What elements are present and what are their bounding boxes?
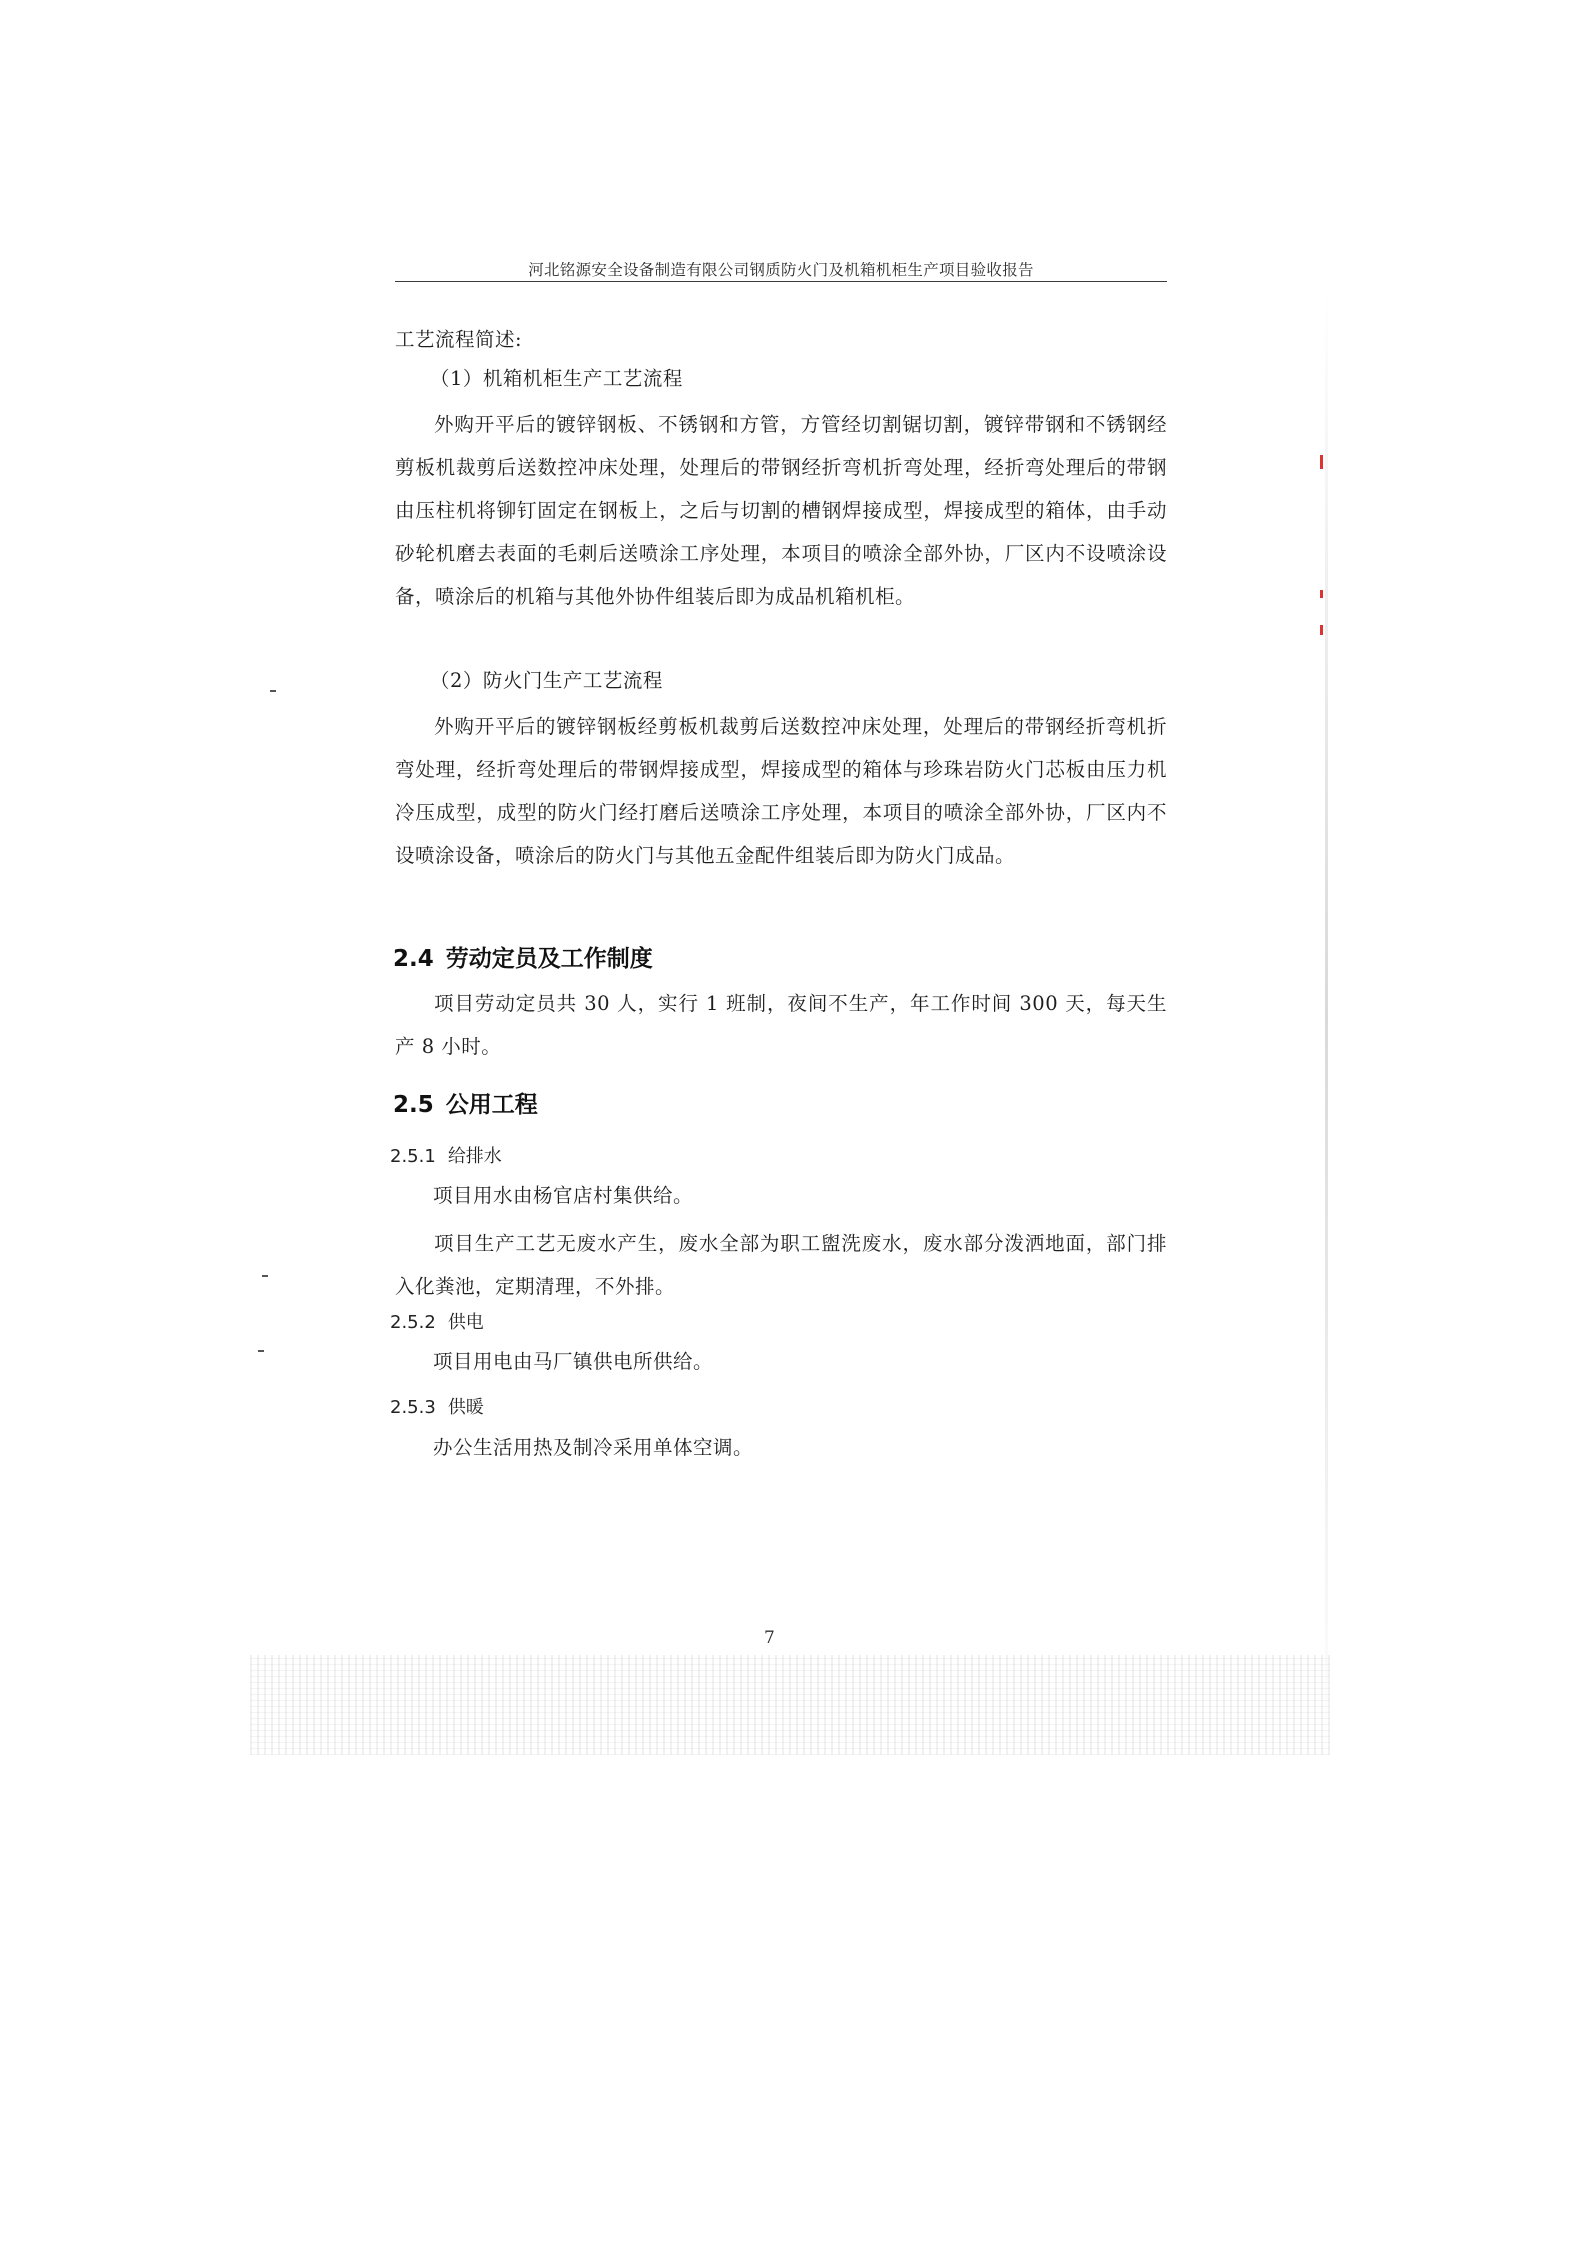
- page-number: 7: [764, 1628, 775, 1648]
- scan-speck: [258, 1350, 264, 1352]
- running-header: 河北铭源安全设备制造有限公司钢质防火门及机箱机柜生产项目验收报告: [528, 261, 1034, 279]
- subsection-title: 供电: [447, 1312, 484, 1333]
- water-supply-text: 项目用水由杨官店村集供给。: [433, 1184, 694, 1207]
- section-2-4-heading: [393, 940, 653, 973]
- section-title: 劳动定员及工作制度: [445, 946, 653, 972]
- subsection-title: 供暖: [447, 1397, 484, 1418]
- wastewater-text: 项目生产工艺无废水产生，废水全部为职工盥洗废水，废水部分泼洒地面，部门排入化粪池，定期清理，不外排。: [395, 1232, 1167, 1298]
- section-number: 2.5: [393, 1092, 434, 1118]
- process2-title: （2）防火门生产工艺流程: [430, 669, 663, 692]
- page-edge-shadow: [1325, 285, 1328, 1750]
- section-2-4-text: 项目劳动定员共 30 人，实行 1 班制，夜间不生产，年工作时间 300 天，每天生产 8 小时。: [395, 992, 1167, 1058]
- subsection-number: 2.5.2: [390, 1312, 436, 1333]
- subsection-2-5-2-heading: [390, 1308, 484, 1334]
- subsection-2-5-1-heading: [390, 1142, 502, 1168]
- scan-speck: [270, 690, 276, 692]
- intro-line: 工艺流程简述:: [395, 328, 523, 351]
- power-supply-text: 项目用电由马厂镇供电所供给。: [433, 1350, 714, 1373]
- process1-text: 外购开平后的镀锌钢板、不锈钢和方管，方管经切割锯切割，镀锌带钢和不锈钢经剪板机裁剪后送数控冲床处理，处理后的带钢经折弯机折弯处理，经折弯处理后的带钢由压柱机将铆钉固定在钢板上，之后与切割的槽钢焊接成型，焊接成型的箱体，由手动砂轮机磨去表面的毛刺后送喷涂工序处理，本项目的喷涂全部外协，厂区内不设喷涂设备，喷涂后的机箱与其他外协件组装后即为成品机箱机柜。: [395, 413, 1167, 608]
- section-2-5-heading: [393, 1086, 538, 1119]
- scan-mark: [1320, 455, 1323, 469]
- heating-text: 办公生活用热及制冷采用单体空调。: [433, 1436, 754, 1459]
- subsection-2-5-3-heading: [390, 1393, 484, 1419]
- scan-speck: [262, 1275, 268, 1277]
- process2-text: 外购开平后的镀锌钢板经剪板机裁剪后送数控冲床处理，处理后的带钢经折弯机折弯处理，经折弯处理后的带钢焊接成型，焊接成型的箱体与珍珠岩防火门芯板由压力机冷压成型，成型的防火门经打磨后送喷涂工序处理，本项目的喷涂全部外协，厂区内不设喷涂设备，喷涂后的防火门与其他五金配件组装后即为防火门成品。: [395, 715, 1167, 867]
- section-number: 2.4: [393, 946, 434, 972]
- subsection-number: 2.5.1: [390, 1146, 436, 1167]
- scan-mark: [1320, 590, 1323, 598]
- header-rule: [395, 281, 1167, 282]
- scan-mark: [1320, 625, 1323, 635]
- section-title: 公用工程: [445, 1092, 538, 1118]
- subsection-title: 给排水: [447, 1146, 502, 1167]
- process1-title: （1）机箱机柜生产工艺流程: [430, 367, 683, 390]
- scan-noise: [250, 1655, 1330, 1755]
- subsection-number: 2.5.3: [390, 1397, 436, 1418]
